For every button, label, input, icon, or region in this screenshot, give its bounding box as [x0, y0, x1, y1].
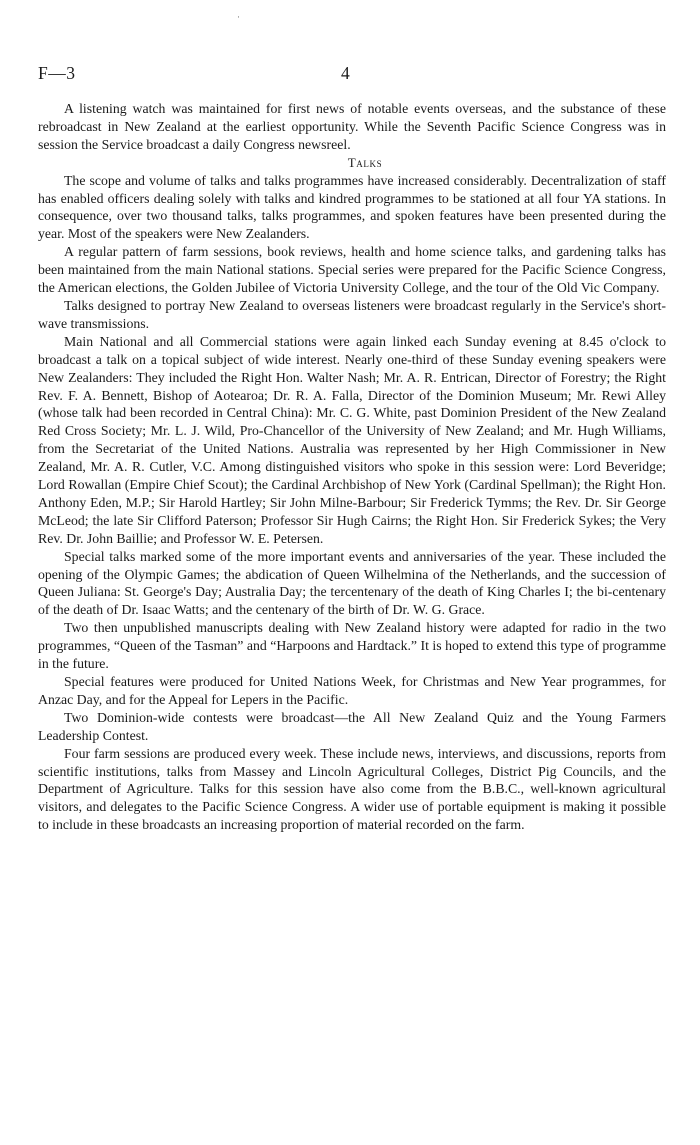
section-heading: Talks — [347, 154, 383, 170]
body-paragraph: Main National and all Commercial stations were again linked each Sunday evening at 8.45 o'clock to broadcast a talk on a topical subject of wide interest. Nearly one-third of these Sunday evening speakers were New Zealanders: They included the Right Hon. Walter Nash; Mr. A. R. Entrican, Director of Forestry; the Right Rev. F. A. Bennett, Bishop of Aotearoa; Dr. R. A. Falla, Director of the Dominion Museum; Mr. Rewi Alley (whose talk had been recorded in Central China): Mr. C. G. White, past Dominion President of the New Zealand Red Cross Society; Mr. L. J. Wild, Pro-Chancellor of the University of New Zealand; and Mr. Hugh Williams, from the Secretariat of the United Nations. Australia was represented by her High Commissioner in New Zealand, Mr. A. R. Cutler, V.C. Among distinguished visitors who spoke in this session were: Lord Beveridge; Lord Rowallan (Empire Chief Scout); the Cardinal Archbishop of New York (Cardinal Spellman); the Right Hon. Anthony Eden, M.P.; Sir Harold Hartley; Sir John Milne-Barbour; Sir Frederick Tymms; the Rev. Dr. Sir George McLeod; the late Sir Clifford Paterson; Professor Sir Hugh Cairns; the Right Hon. Sir Frederick Sykes; the Very Rev. Dr. John Baillie; and Professor W. E. Petersen. — [38, 333, 666, 546]
body-paragraph: A regular pattern of farm sessions, book reviews, health and home science talks, and gardening talks has been maintained from the main National stations. Special series were prepared for the Pacific Science Congress, the American elections, the Golden Jubilee of Victoria University College, and the tour of the Old Vic Company. — [38, 244, 666, 296]
scan-speck: · — [237, 12, 240, 22]
body-paragraph: Two then unpublished manuscripts dealing with New Zealand history were adapted for radio in the two programmes, “Queen of the Tasman” and “Harpoons and Hardtack.” It is hoped to extend this type of programme in the future. — [38, 620, 666, 672]
document-body — [38, 100, 666, 834]
body-paragraph: The scope and volume of talks and talks programmes have increased considerably. Decentralization of staff has enabled officers dealing solely with talks and kindred programmes to be stationed at all four YA stations. In consequence, over two thousand talks, talks programmes, and spoken features have been presented during the year. Most of the speakers were New Zealanders. — [38, 172, 666, 242]
body-paragraph: Special features were produced for United Nations Week, for Christmas and New Year programmes, for Anzac Day, and for the Appeal for Lepers in the Pacific. — [38, 674, 666, 707]
body-paragraph: Talks designed to portray New Zealand to overseas listeners were broadcast regularly in the Service's short-wave transmissions. — [38, 297, 666, 331]
intro-paragraph: A listening watch was maintained for first news of notable events overseas, and the substance of these rebroadcast in New Zealand at the earliest opportunity. While the Seventh Pacific Science Congress was in session the Service broadcast a daily Congress newsreel. — [38, 101, 666, 152]
page-number: 4 — [341, 63, 350, 83]
body-paragraph: Two Dominion-wide contests were broadcast—the All New Zealand Quiz and the Young Farmers Leadership Contest. — [38, 709, 666, 743]
body-paragraph: Special talks marked some of the more important events and anniversaries of the year. These included the opening of the Olympic Games; the abdication of Queen Wilhelmina of the Netherlands, and the succession of Queen Juliana: St. George's Day; Australia Day; the tercentenary of the death of King Charles I; the bi-centenary of the death of Dr. Isaac Watts; and the centenary of the birth of Dr. W. G. Grace. — [38, 548, 666, 618]
report-reference: F—3 — [38, 63, 76, 83]
body-paragraph: Four farm sessions are produced every week. These include news, interviews, and discussions, reports from scientific institutions, talks from Massey and Lincoln Agricultural Colleges, District Pig Councils, and the Department of Agriculture. Talks for this session have also come from the B.B.C., well-known agricultural visitors, and delegates to the Pacific Science Congress. A wider use of portable equipment is making it possible to include in these broadcasts an increasing proportion of material recorded on the farm. — [38, 745, 666, 833]
